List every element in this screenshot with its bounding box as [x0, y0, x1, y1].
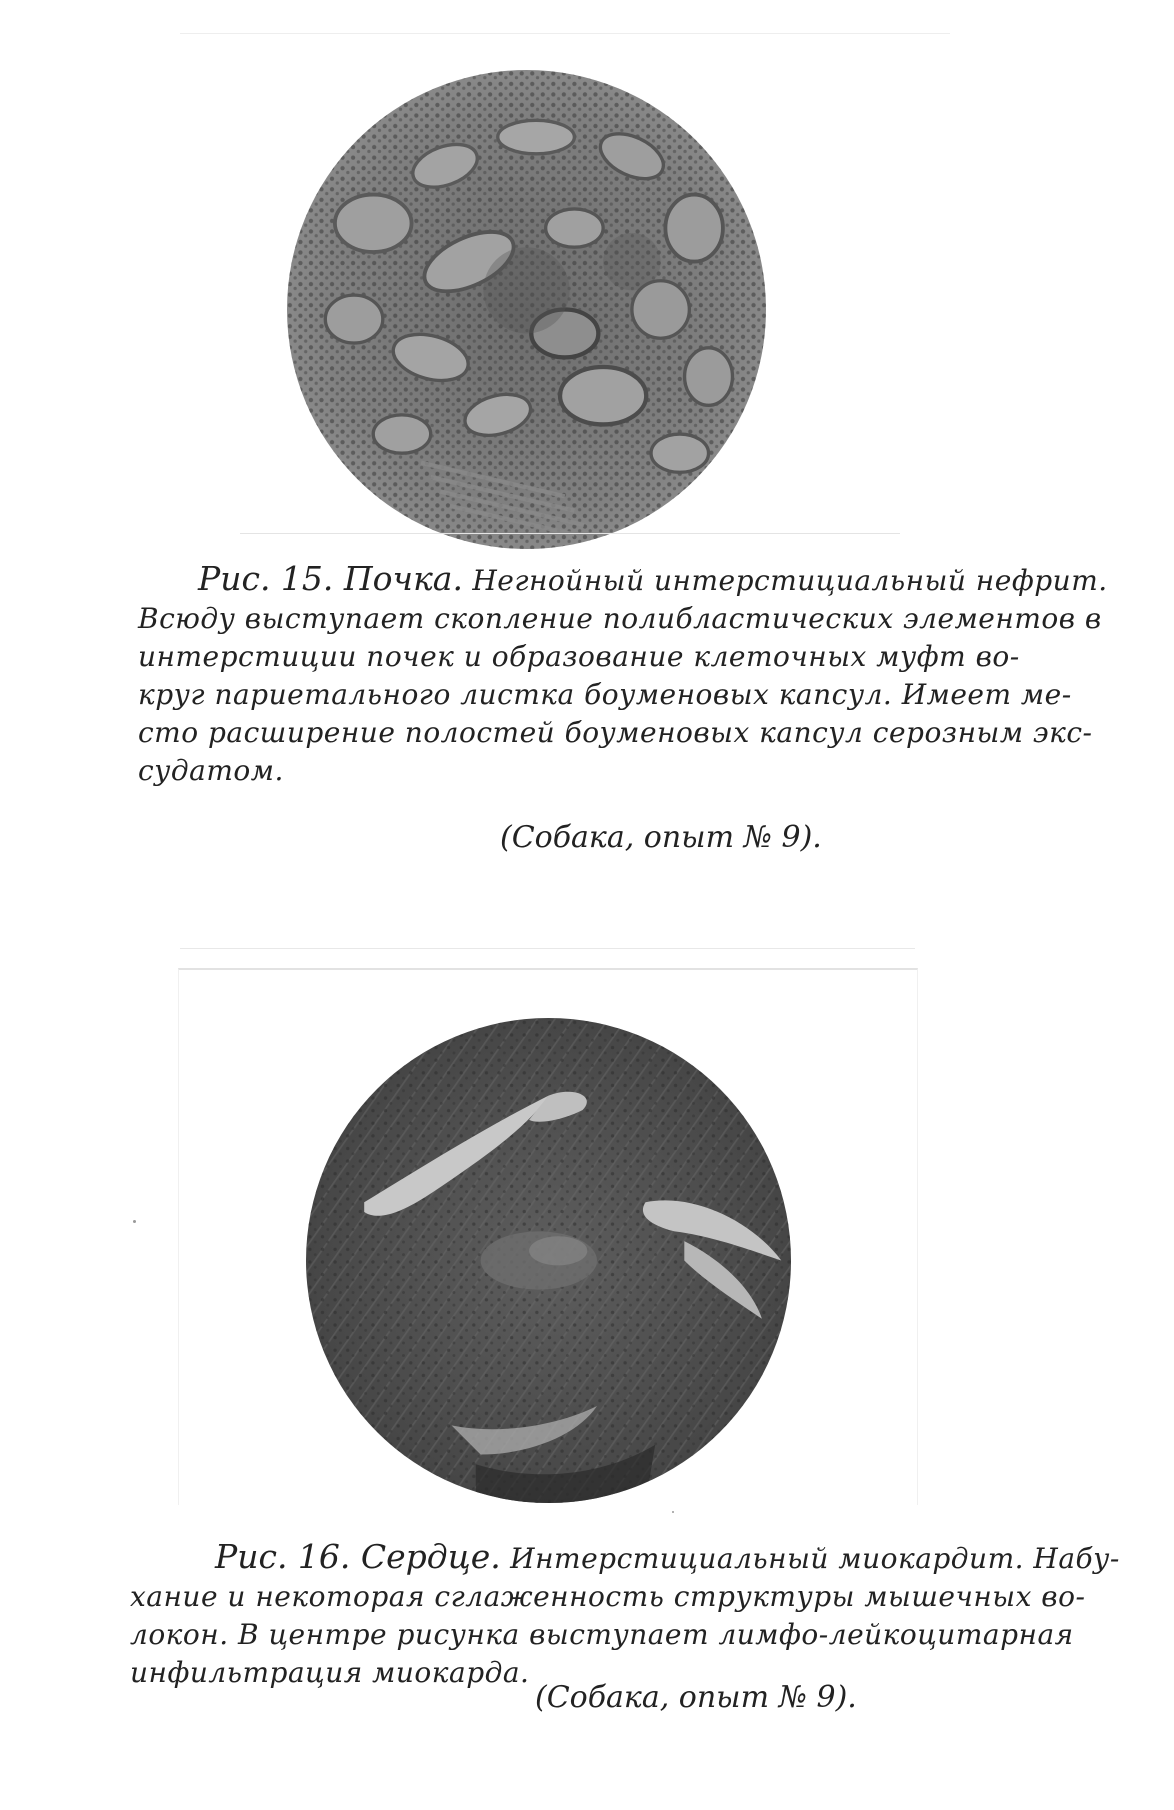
kidney-tissue-image: [287, 70, 766, 549]
figure-15-label: Рис. 15. Почка.: [198, 559, 463, 598]
scan-speck: [133, 1220, 136, 1223]
figure-16-caption-line-4: инфильтрация миокарда.: [130, 1656, 530, 1689]
plate-divider-1: [240, 533, 900, 534]
figure-15-caption-line-2: Всюду выступает скопление полибластических элементов в: [138, 602, 1102, 635]
figure-16-caption-line-3: локон. В центре рисунка выступает лимфо-лейкоцитарная: [130, 1618, 1074, 1651]
figure-15-caption-text: Негнойный интерстициальный нефрит.: [472, 564, 1108, 597]
scan-speck: [672, 1511, 674, 1513]
figure-16-micrograph: [306, 1018, 791, 1503]
figure-15-micrograph: [287, 70, 766, 549]
figure-15-caption-line-1: [138, 559, 1108, 600]
scan-edge-top: [180, 33, 950, 34]
figure-15-source: (Собака, опыт № 9).: [500, 820, 822, 855]
plate-divider-2: [180, 948, 915, 949]
figure-16-caption: [130, 1537, 1120, 1692]
figure-16-caption-line-1: [130, 1537, 1120, 1578]
figure-15-caption-line-3: интерстиции почек и образование клеточных муфт во-: [138, 640, 1020, 673]
figure-16-caption-line-2: хание и некоторая сглаженность структуры мышечных во-: [130, 1580, 1086, 1613]
figure-15-caption-line-6: судатом.: [138, 754, 284, 787]
figure-16-caption-text: Интерстициальный миокардит. Набу-: [510, 1542, 1120, 1575]
figure-15-caption-line-4: круг париетального листка боуменовых капсул. Имеет ме-: [138, 678, 1072, 711]
figure-15-caption: [138, 559, 1108, 790]
figure-16-source: (Собака, опыт № 9).: [535, 1680, 857, 1715]
figure-16-label: Рис. 16. Сердце.: [215, 1537, 501, 1576]
myocardium-tissue-image: [306, 1018, 791, 1503]
figure-15-caption-line-5: сто расширение полостей боуменовых капсул серозным экс-: [138, 716, 1093, 749]
